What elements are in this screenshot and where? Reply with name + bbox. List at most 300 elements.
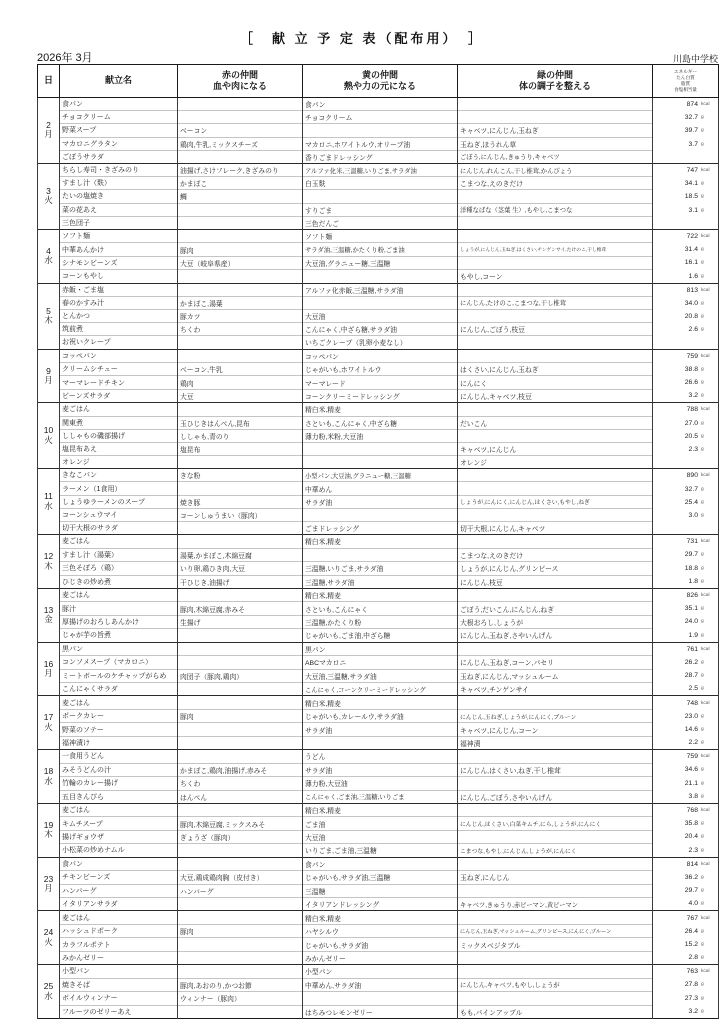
menu-name-cell: カラフルポテト: [60, 938, 178, 951]
red-group-cell: 生揚げ: [178, 615, 303, 628]
menu-name-cell: 関東煮: [60, 416, 178, 429]
red-group-cell: 豚肉: [178, 924, 303, 937]
weekday-label: 木: [44, 829, 53, 840]
menu-name-cell: 三色そぼろ（鶏）: [60, 562, 178, 575]
nutrition-unit: g: [701, 207, 704, 213]
green-group-cell: [458, 190, 653, 203]
yellow-group-cell: 精白米,精麦: [303, 535, 458, 548]
day-number: 18: [43, 766, 54, 777]
menu-name-cell: 竹輪のカレー揚げ: [60, 777, 178, 790]
red-group-cell: [178, 270, 303, 283]
nutrition-value-line: [653, 884, 718, 897]
green-group-cell: にんじん,たけのこ,こまつな,干し椎茸: [458, 296, 653, 309]
red-group-cell: [178, 642, 303, 655]
nutrition-value: 27.0: [684, 419, 698, 427]
menu-name-cell: ししゃもの磯部揚げ: [60, 429, 178, 442]
nutrition-unit: g: [701, 606, 704, 612]
menu-row: [38, 548, 719, 561]
menu-name-cell: じゃが芋の旨煮: [60, 629, 178, 642]
nutrition-unit: kcal: [701, 473, 710, 479]
menu-name-cell: マーマレードチキン: [60, 376, 178, 389]
yellow-group-cell: マカロニ,ホワイトルウ,オリーブ油: [303, 137, 458, 150]
green-group-cell: [458, 911, 653, 924]
menu-row: [38, 763, 719, 776]
nutrition-unit: g: [701, 673, 704, 679]
nutrition-unit: kcal: [701, 287, 710, 293]
menu-row: [38, 296, 719, 309]
yellow-group-cell: [303, 270, 458, 283]
nutrition-unit: g: [701, 767, 704, 773]
red-group-cell: かまぼこ: [178, 177, 303, 190]
menu-row: [38, 736, 719, 749]
red-group-cell: コーンしゅうまい（豚肉）: [178, 508, 303, 521]
green-group-cell: にんじん,キャベツ,もやし,しょうが: [458, 978, 653, 991]
nutrition-unit: g: [701, 314, 704, 320]
menu-name-cell: 麦ごはん: [60, 696, 178, 709]
yellow-group-cell: [303, 456, 458, 469]
nutrition-value: 15.2: [684, 940, 698, 948]
nutrition-unit: g: [701, 260, 704, 266]
nutrition-value-line: [653, 350, 718, 363]
day-cell: [38, 229, 60, 283]
nutrition-value-line: [653, 323, 718, 336]
nutrition-unit: kcal: [701, 168, 710, 174]
menu-row: [38, 229, 719, 242]
yellow-group-cell: [303, 508, 458, 521]
yellow-group-cell: サラダ油,三温糖,かたくり粉,ごま油: [303, 243, 458, 256]
menu-row: [38, 216, 719, 229]
red-group-cell: [178, 522, 303, 535]
green-group-cell: [458, 216, 653, 229]
nutrition-unit: kcal: [701, 102, 710, 108]
green-group-cell: 大根おろし,しょうが: [458, 615, 653, 628]
menu-name-cell: こんにゃくサラダ: [60, 683, 178, 696]
menu-name-cell: 赤飯・ごま塩: [60, 283, 178, 296]
green-group-cell: もやし,コーン: [458, 270, 653, 283]
day-cell: [38, 163, 60, 229]
red-group-cell: [178, 535, 303, 548]
day-cell: [38, 750, 60, 804]
nutrition-cell: [653, 588, 719, 642]
menu-row: [38, 150, 719, 163]
yellow-group-cell: ハヤシルウ: [303, 924, 458, 937]
menu-row: [38, 442, 719, 455]
yellow-group-cell: 三温糖: [303, 884, 458, 897]
menu-table-body: [38, 98, 719, 1019]
red-group-cell: ししゃも,青のり: [178, 429, 303, 442]
nutrition-value-line: [653, 389, 718, 402]
red-group-cell: 豚肉,あおのり,かつお節: [178, 978, 303, 991]
nutrition-value: 32.7: [684, 485, 698, 493]
green-group-cell: にんじん,ごぼう,さやいんげん: [458, 790, 653, 803]
day-cell: [38, 857, 60, 911]
green-group-cell: [458, 482, 653, 495]
nutrition-value-line: [653, 190, 718, 203]
menu-row: [38, 642, 719, 655]
green-group-cell: [458, 111, 653, 124]
nutrition-value-line: [653, 817, 718, 830]
red-group-cell: 鯛: [178, 190, 303, 203]
menu-name-cell: 福神漬け: [60, 736, 178, 749]
red-group-cell: かまぼこ,鶏肉,油揚げ,赤みそ: [178, 763, 303, 776]
nutrition-value: 731: [686, 538, 698, 546]
yellow-group-cell: 大豆油,グラニュー糖,三温糖: [303, 256, 458, 269]
yellow-group-cell: ごまドレッシング: [303, 522, 458, 535]
yellow-group-cell: [303, 190, 458, 203]
red-group-cell: [178, 750, 303, 763]
red-group-cell: [178, 216, 303, 229]
day-cell: [38, 283, 60, 349]
day-number: 10: [43, 425, 54, 436]
green-group-cell: [458, 951, 653, 964]
yellow-group-cell: みかんゼリー: [303, 951, 458, 964]
menu-row: [38, 723, 719, 736]
menu-row: [38, 416, 719, 429]
yellow-group-cell: 三温糖,サラダ油: [303, 575, 458, 588]
green-group-cell: にんじん,れんこん,干し椎茸,かんぴょう: [458, 163, 653, 176]
red-group-cell: [178, 349, 303, 362]
menu-name-cell: ハッシュドポーク: [60, 924, 178, 937]
nutrition-unit: kcal: [701, 915, 710, 921]
green-group-cell: ごぼう,にんじん,きゅうり,キャベツ: [458, 150, 653, 163]
nutrition-value: 763: [686, 968, 698, 976]
menu-name-cell: 小松菜の炒めナムル: [60, 844, 178, 857]
menu-row: [38, 696, 719, 709]
yellow-group-cell: 食パン: [303, 857, 458, 870]
day-cell: [38, 98, 60, 164]
nutrition-value-line: [653, 138, 718, 151]
yellow-group-cell: アルファ化赤飯,三温糖,サラダ油: [303, 283, 458, 296]
yellow-group-cell: コーンクリーミードレッシング: [303, 389, 458, 402]
nutrition-value-line: [653, 682, 718, 695]
nutrition-value-line: [653, 204, 718, 217]
nutrition-unit: g: [701, 181, 704, 187]
day-cell: [38, 588, 60, 642]
menu-name-cell: 麦ごはん: [60, 535, 178, 548]
green-group-cell: [458, 696, 653, 709]
nutrition-value: 16.1: [684, 259, 698, 267]
nutrition-value-line: [653, 615, 718, 628]
nutrition-value-line: [653, 443, 718, 456]
weekday-label: 月: [44, 883, 53, 894]
red-group-cell: 肉団子（豚肉,鶏肉）: [178, 669, 303, 682]
green-group-cell: オレンジ: [458, 456, 653, 469]
nutrition-unit: g: [701, 512, 704, 518]
menu-name-cell: キムチスープ: [60, 817, 178, 830]
nutrition-value: 31.4: [684, 246, 698, 254]
yellow-group-cell: [303, 736, 458, 749]
weekday-label: 水: [44, 990, 53, 1001]
nutrition-value: 3.1: [688, 206, 698, 214]
yellow-group-cell: 小型パン: [303, 965, 458, 978]
green-group-cell: [458, 965, 653, 978]
red-group-cell: 大豆,鶏成鶏肉胸（皮付き）: [178, 871, 303, 884]
weekday-label: 月: [44, 668, 53, 679]
menu-name-cell: 麦ごはん: [60, 911, 178, 924]
green-group-cell: [458, 884, 653, 897]
nutrition-value-line: [653, 269, 718, 282]
menu-name-cell: 厚揚げのおろしあんかけ: [60, 615, 178, 628]
nutrition-unit: g: [701, 619, 704, 625]
menu-name-cell: 食パン: [60, 98, 178, 111]
weekday-label: 月: [44, 129, 53, 140]
menu-name-cell: 野菜のソテー: [60, 723, 178, 736]
green-group-cell: もも,パインアップル: [458, 1005, 653, 1018]
menu-row: [38, 669, 719, 682]
red-group-cell: [178, 911, 303, 924]
green-group-cell: にんにく: [458, 376, 653, 389]
nutrition-value: 23.0: [684, 712, 698, 720]
menu-name-cell: 麦ごはん: [60, 403, 178, 416]
nutrition-unit: g: [701, 420, 704, 426]
menu-row: [38, 363, 719, 376]
menu-row: [38, 482, 719, 495]
green-group-cell: 玉ねぎ,にんじん: [458, 871, 653, 884]
nutrition-unit: g: [701, 300, 704, 306]
green-group-cell: はくさい,にんじん,玉ねぎ: [458, 363, 653, 376]
nutrition-unit: g: [701, 740, 704, 746]
green-group-cell: ごぼう,だいこん,にんじん,ねぎ: [458, 602, 653, 615]
red-group-cell: [178, 482, 303, 495]
nutrition-unit: kcal: [701, 861, 710, 867]
red-group-cell: 湯葉,かまぼこ,木綿豆腐: [178, 548, 303, 561]
menu-row: [38, 951, 719, 964]
yellow-group-cell: 小型パン,大豆油,グラニュー糖,三温糖: [303, 469, 458, 482]
menu-row: [38, 124, 719, 137]
yellow-group-cell: 中華めん: [303, 482, 458, 495]
red-group-cell: 玉ひじきはんぺん,昆布: [178, 416, 303, 429]
menu-name-cell: ちらし寿司・きざみのり: [60, 163, 178, 176]
green-group-cell: [458, 508, 653, 521]
day-number: 4: [46, 245, 51, 256]
nutrition-value: 1.8: [688, 577, 698, 585]
yellow-group-cell: コッペパン: [303, 349, 458, 362]
yellow-group-cell: アルファ化米,三温糖,いりごま,サラダ油: [303, 163, 458, 176]
nutrition-value-line: [653, 509, 718, 522]
menu-row: [38, 98, 719, 111]
nutrition-unit: g: [701, 273, 704, 279]
nutrition-value: 39.7: [684, 127, 698, 135]
red-group-cell: 豚肉: [178, 709, 303, 722]
day-cell: [38, 803, 60, 857]
nutrition-value: 3.2: [688, 1007, 698, 1015]
red-group-cell: [178, 98, 303, 111]
nutrition-value-line: [653, 284, 718, 297]
menu-row: [38, 588, 719, 601]
red-group-cell: 豚カツ: [178, 310, 303, 323]
menu-name-cell: 五目きんぴら: [60, 790, 178, 803]
yellow-group-cell: 三温糖,いりごま,サラダ油: [303, 562, 458, 575]
yellow-group-cell: 精白米,精麦: [303, 403, 458, 416]
menu-name-cell: きなこパン: [60, 469, 178, 482]
nutrition-unit: kcal: [701, 539, 710, 545]
nutrition-value: 759: [686, 352, 698, 360]
menu-row: [38, 898, 719, 911]
menu-row: [38, 602, 719, 615]
menu-row: [38, 1005, 719, 1018]
nutrition-value-line: [653, 669, 718, 682]
green-group-cell: [458, 429, 653, 442]
green-group-cell: [458, 310, 653, 323]
nutrition-value: 29.7: [684, 551, 698, 559]
menu-row: [38, 790, 719, 803]
green-group-cell: 玉ねぎ,ほうれん草: [458, 137, 653, 150]
nutrition-cell: [653, 469, 719, 535]
menu-name-cell: クリームシチュー: [60, 363, 178, 376]
green-group-cell: キャベツ,にんじん,コーン: [458, 723, 653, 736]
yellow-group-cell: イタリアンドレッシング: [303, 898, 458, 911]
menu-row: [38, 163, 719, 176]
menu-name-cell: 春のかすみ汁: [60, 296, 178, 309]
green-group-cell: [458, 750, 653, 763]
nutrition-unit: g: [701, 955, 704, 961]
menu-row: [38, 349, 719, 362]
weekday-label: 火: [44, 434, 53, 445]
nutrition-unit: g: [701, 433, 704, 439]
menu-name-cell: ごぼうサラダ: [60, 150, 178, 163]
menu-name-cell: しょうゆラーメンのスープ: [60, 495, 178, 508]
green-group-cell: [458, 777, 653, 790]
green-group-cell: [458, 803, 653, 816]
red-group-cell: [178, 898, 303, 911]
red-group-cell: 鶏肉,牛乳,ミックスチーズ: [178, 137, 303, 150]
day-cell: [38, 642, 60, 696]
nutrition-value-line: [653, 938, 718, 951]
yellow-group-cell: サラダ油: [303, 763, 458, 776]
green-group-cell: キャベツ,チンゲンサイ: [458, 683, 653, 696]
nutrition-value: 4.0: [688, 900, 698, 908]
green-group-cell: 切干大根,にんじん,キャベツ: [458, 522, 653, 535]
nutrition-unit: g: [701, 928, 704, 934]
nutrition-value: 3.7: [688, 140, 698, 148]
nutrition-header-line: 脂質: [680, 81, 691, 86]
menu-name-cell: ハンバーグ: [60, 884, 178, 897]
green-group-cell: にんじん,玉ねぎ,しょうが,にんにく,プルーン: [458, 709, 653, 722]
nutrition-value-line: [653, 656, 718, 669]
red-group-cell: [178, 336, 303, 349]
nutrition-header-line: たん白質: [676, 74, 695, 80]
menu-name-cell: オレンジ: [60, 456, 178, 469]
nutrition-unit: g: [701, 726, 704, 732]
menu-table: [37, 64, 719, 1019]
yellow-group-cell: じゃがいも,ごま油,中ざら糖: [303, 629, 458, 642]
nutrition-value-line: [653, 925, 718, 938]
green-group-cell: [458, 992, 653, 1005]
nutrition-value-line: [653, 164, 718, 177]
menu-name-cell: 切干大根のサラダ: [60, 522, 178, 535]
yellow-group-cell: [303, 124, 458, 137]
menu-name-cell: みそうどんの汁: [60, 763, 178, 776]
day-cell: [38, 535, 60, 589]
nutrition-unit: g: [701, 327, 704, 333]
menu-row: [38, 817, 719, 830]
green-group-cell: [458, 535, 653, 548]
nutrition-value: 761: [686, 645, 698, 653]
green-group-cell: にんじん,枝豆: [458, 575, 653, 588]
nutrition-value-line: [653, 723, 718, 736]
nutrition-unit: g: [701, 565, 704, 571]
header-day: 日: [38, 65, 60, 98]
green-group-cell: 洋種なばな（茎葉 生）,もやし,こまつな: [458, 203, 653, 216]
red-group-cell: [178, 203, 303, 216]
nutrition-unit: g: [701, 128, 704, 134]
nutrition-unit: g: [701, 115, 704, 121]
nutrition-value: 1.9: [688, 631, 698, 639]
menu-row: [38, 656, 719, 669]
yellow-group-cell: 精白米,精麦: [303, 911, 458, 924]
nutrition-cell: [653, 857, 719, 911]
meta-row: [37, 49, 718, 65]
nutrition-value-line: [653, 804, 718, 817]
nutrition-value-line: [653, 777, 718, 790]
nutrition-unit: g: [701, 247, 704, 253]
menu-name-cell: ポークカレー: [60, 709, 178, 722]
nutrition-value: 34.6: [684, 766, 698, 774]
nutrition-value: 21.1: [684, 779, 698, 787]
menu-row: [38, 938, 719, 951]
menu-row: [38, 243, 719, 256]
red-group-cell: 豚肉: [178, 243, 303, 256]
nutrition-unit: g: [701, 901, 704, 907]
nutrition-unit: kcal: [701, 407, 710, 413]
nutrition-cell: [653, 535, 719, 589]
nutrition-unit: g: [701, 366, 704, 372]
nutrition-value: 767: [686, 914, 698, 922]
yellow-group-cell: じゃがいも,サラダ油: [303, 938, 458, 951]
nutrition-unit: g: [701, 578, 704, 584]
nutrition-value: 2.3: [688, 846, 698, 854]
weekday-label: 火: [44, 936, 53, 947]
menu-name-cell: シナモンビーンズ: [60, 256, 178, 269]
nutrition-value: 26.2: [684, 658, 698, 666]
nutrition-value-line: [653, 310, 718, 323]
menu-row: [38, 911, 719, 924]
school-name: 川島中学校: [672, 54, 718, 64]
nutrition-value-line: [653, 844, 718, 857]
weekday-label: 火: [44, 195, 53, 206]
green-group-cell: にんじん,はくさい,白菜キムチ,にら,しょうが,にんにく: [458, 817, 653, 830]
nutrition-value-line: [653, 482, 718, 495]
red-group-cell: [178, 803, 303, 816]
yellow-group-cell: じゃがいも,サラダ油,三温糖: [303, 871, 458, 884]
menu-name-cell: ミートボールのケチャップがらめ: [60, 669, 178, 682]
nutrition-value: 18.5: [684, 193, 698, 201]
nutrition-value: 3.0: [688, 511, 698, 519]
yellow-group-cell: じゃがいも,カレールウ,サラダ油: [303, 709, 458, 722]
nutrition-value: 27.3: [684, 994, 698, 1002]
nutrition-value: 34.0: [684, 299, 698, 307]
nutrition-unit: g: [701, 874, 704, 880]
red-group-cell: 豚肉,木綿豆腐,赤みそ: [178, 602, 303, 615]
green-group-cell: にんじん,ごぼう,枝豆: [458, 323, 653, 336]
nutrition-value-line: [653, 496, 718, 509]
green-group-cell: [458, 349, 653, 362]
nutrition-value-line: [653, 858, 718, 871]
weekday-label: 月: [44, 374, 53, 385]
menu-row: [38, 575, 719, 588]
green-group-cell: ミックスベジタブル: [458, 938, 653, 951]
red-group-cell: [178, 844, 303, 857]
nutrition-value: 874: [686, 101, 698, 109]
menu-row: [38, 884, 719, 897]
nutrition-value-line: [653, 111, 718, 124]
menu-name-cell: 豚汁: [60, 602, 178, 615]
nutrition-value: 813: [686, 286, 698, 294]
nutrition-value: 20.4: [684, 833, 698, 841]
nutrition-cell: [653, 750, 719, 804]
menu-row: [38, 403, 719, 416]
red-group-cell: [178, 696, 303, 709]
